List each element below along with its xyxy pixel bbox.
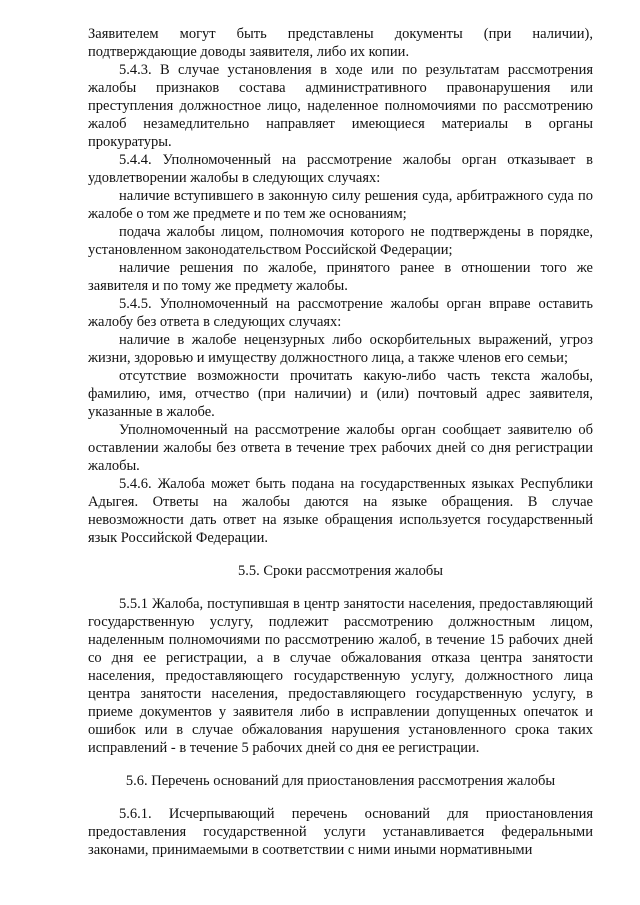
- paragraph-5-4-5: 5.4.5. Уполномоченный на рассмотрение жалобы орган вправе оставить жалобу без ответа в следующих случаях:: [88, 296, 593, 330]
- paragraph-5-5-1: 5.5.1 Жалоба, поступившая в центр занятости населения, предоставляющий государственную услугу, подлежит рассмотрению должностным лицом, наделенным полномочиями по рассмотрению жалоб, в течение 15 рабочих дней со дня ее регистрации, а в случае обжалования отказа центра занятости населения, предоставляющего государственную услугу, должностного лица центра занятости населения, предоставляющего государственную услугу, в приеме документов у заявителя либо в исправлении допущенных опечаток и ошибок или в случае обжалования нарушения установленного срока таких исправлений - в течение 5 рабочих дней со дня ее регистрации.: [88, 596, 593, 756]
- section-heading-5-6: 5.6. Перечень оснований для приостановления рассмотрения жалобы: [125, 773, 556, 789]
- paragraph-5-4-4: 5.4.4. Уполномоченный на рассмотрение жалобы орган отказывает в удовлетворении жалобы в следующих случаях:: [88, 152, 593, 186]
- paragraph-5-4-3: 5.4.3. В случае установления в ходе или по результатам рассмотрения жалобы признаков состава административного правонарушения или преступления должностное лицо, наделенное полномочиями по рассмотрению жалоб незамедлительно направляет имеющиеся материалы в органы прокуратуры.: [88, 62, 593, 150]
- paragraph-5-6-1: 5.6.1. Исчерпывающий перечень оснований для приостановления предоставления государственной услуги устанавливается федеральными законами, принимаемыми в соответствии с ними иными нормативными: [88, 806, 593, 858]
- paragraph-unconfirmed-powers: подача жалобы лицом, полномочия которого не подтверждены в порядке, установленном законодательством Российской Федерации;: [88, 224, 593, 258]
- paragraph-court-decision: наличие вступившего в законную силу решения суда, арбитражного суда по жалобе о том же предмете и по тем же основаниям;: [88, 188, 593, 222]
- section-heading-5-5: 5.5. Сроки рассмотрения жалобы: [238, 563, 443, 579]
- paragraph-previous-decision: наличие решения по жалобе, принятого ранее в отношении того же заявителя и по тому же предмету жалобы.: [88, 260, 593, 294]
- document-body: [88, 25, 593, 859]
- paragraph-unreadable-text: отсутствие возможности прочитать какую-либо часть текста жалобы, фамилию, имя, отчество (при наличии) и (или) почтовый адрес заявителя, указанные в жалобе.: [88, 368, 593, 420]
- paragraph-applicant-documents: Заявителем могут быть представлены документы (при наличии), подтверждающие доводы заявителя, либо их копии.: [88, 26, 593, 60]
- paragraph-5-4-6: 5.4.6. Жалоба может быть подана на государственных языках Республики Адыгея. Ответы на жалобы даются на языке обращения. В случае невозможности дать ответ на языке обращения используется государственный язык Российской Федерации.: [88, 476, 593, 546]
- paragraph-notification: Уполномоченный на рассмотрение жалобы орган сообщает заявителю об оставлении жалобы без ответа в течение трех рабочих дней со дня регистрации жалобы.: [88, 422, 593, 474]
- paragraph-obscene-language: наличие в жалобе нецензурных либо оскорбительных выражений, угроз жизни, здоровью и имуществу должностного лица, а также членов его семьи;: [88, 332, 593, 366]
